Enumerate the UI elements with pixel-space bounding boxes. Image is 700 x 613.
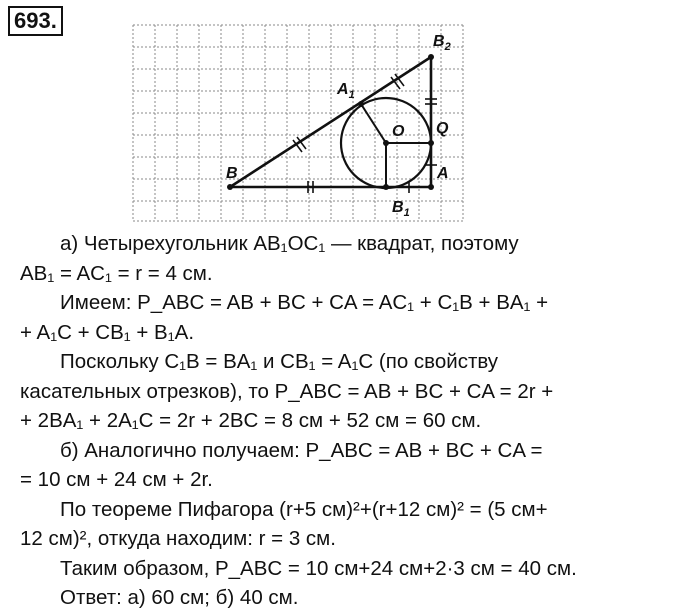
- radii: [361, 104, 431, 187]
- label-Q: Q: [436, 120, 449, 137]
- label-B2: $B_2$: [433, 33, 451, 53]
- label-B: B: [226, 165, 238, 182]
- solution-line-2: AB₁ = AC₁ = r = 4 см.: [20, 261, 213, 285]
- solution-line-10: По теореме Пифагора (r+5 см)²+(r+12 см)² = (5 см+: [60, 497, 548, 521]
- solution-line-3: Имеем: P_ABC = AB + BC + CA = AC₁ + C₁B + BA₁ +: [60, 291, 549, 314]
- solution-line-13: Ответ: а) 60 см; б) 40 см.: [60, 586, 299, 609]
- geometry-figure: [0, 0, 700, 230]
- label-O: O: [392, 123, 405, 140]
- label-B1: $B_1$: [392, 199, 410, 219]
- solution-text: [20, 229, 680, 613]
- solution-line-8: б) Аналогично получаем: P_ABC = AB + BC + CA =: [60, 438, 543, 462]
- solution-line-6: касательных отрезков), то P_ABC = AB + BC + CA = 2r +: [20, 379, 554, 403]
- solution-line-9: = 10 см + 24 см + 2r.: [20, 468, 213, 491]
- grid: [133, 25, 463, 221]
- solution-line-4: + A₁C + CB₁ + B₁A.: [20, 320, 195, 344]
- solution-line-7: + 2BA₁ + 2A₁C = 2r + 2BC = 8 см + 52 см = 60 см.: [20, 409, 482, 432]
- solution-line-12: Таким образом, P_ABC = 10 см+24 см+2·3 см = 40 см.: [60, 556, 577, 580]
- triangle: [230, 57, 431, 187]
- solution-line-5: Поскольку C₁B = BA₁ и CB₁ = A₁C (по свойству: [60, 350, 499, 373]
- problem-number: 693.: [8, 6, 63, 36]
- label-A: A: [437, 165, 449, 182]
- label-A1: $A_1$: [337, 81, 355, 101]
- solution-line-1: а) Четырехугольник AB₁OC₁ — квадрат, поэтому: [60, 232, 519, 255]
- solution-line-11: 12 см)², откуда находим: r = 3 см.: [20, 527, 336, 550]
